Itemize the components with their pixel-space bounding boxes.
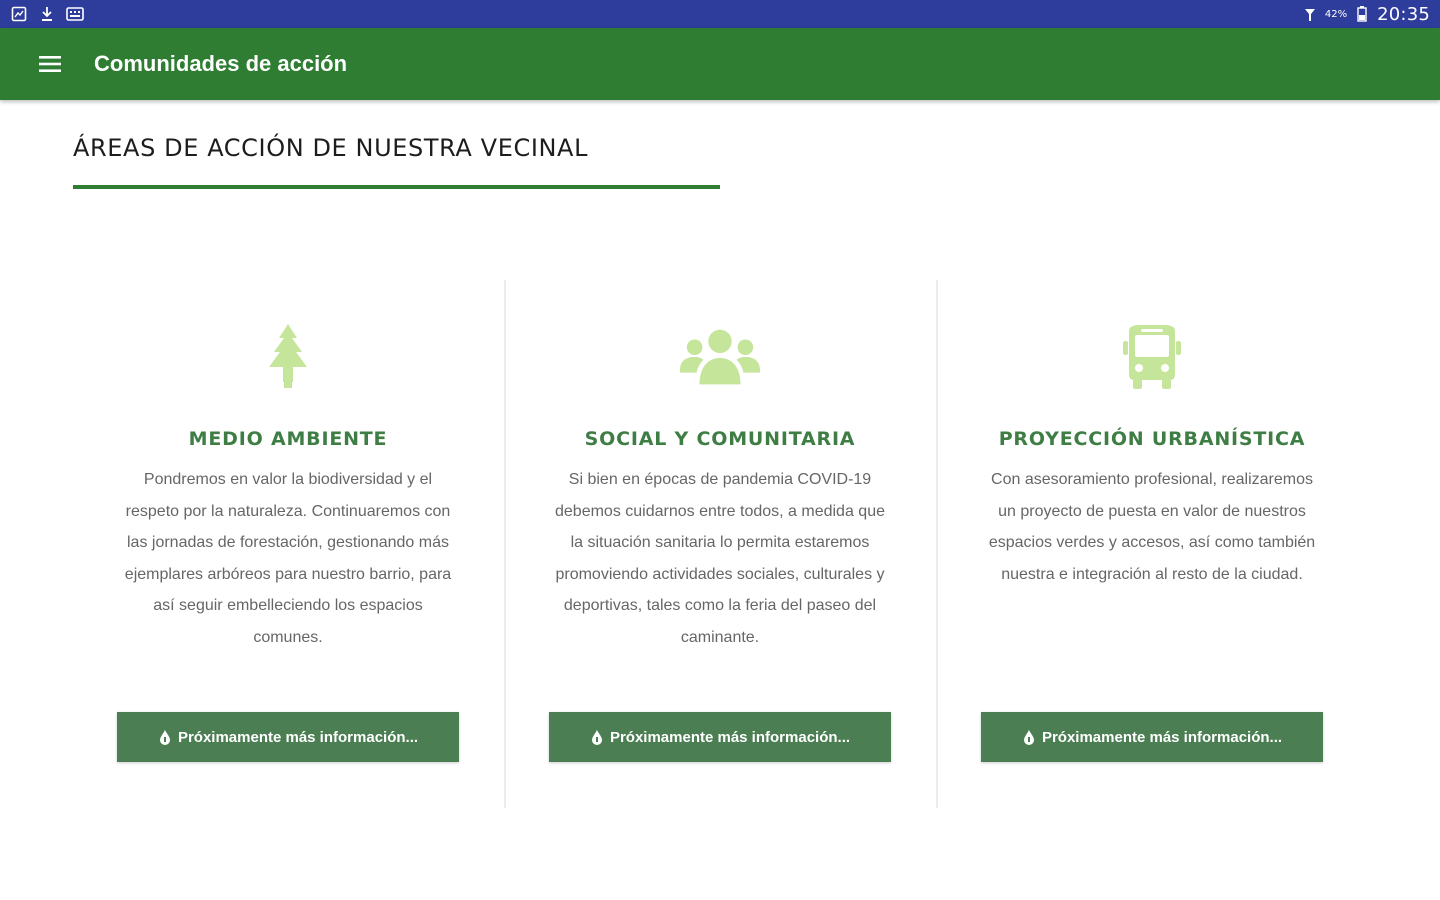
more-info-button-label: Próximamente más información... [609,728,851,746]
app-title: Comunidades de acción [94,51,348,76]
card-title: PROYECCIÓN URBANÍSTICA [998,428,1306,450]
section-underline [73,185,720,189]
download-icon [38,6,56,22]
status-bar-left [10,6,84,22]
info-drop-icon [590,729,604,745]
keyboard-icon [66,6,84,22]
card-description: Pondremos en valor la biodiversidad y el respeto por la naturaleza. Continuaremos con las jornadas de forestación, gestionando más ejemplares arbóreos para nuestro barrio, para así seguir embelleciendo los espacios comunes. [124,471,452,646]
tree-icon [248,324,328,390]
card-title: MEDIO AMBIENTE [188,428,388,450]
card-description: Con asesoramiento profesional, realizaremos un proyecto de puesta en valor de nuestros espacios verdes y accesos, así como también nuestra e integración al resto de la ciudad. [988,471,1316,583]
card-social-comunitaria [504,280,936,808]
info-drop-icon [158,729,172,745]
more-info-button[interactable] [981,712,1323,762]
app-bar [0,28,1440,100]
screenshot-icon [10,6,28,22]
card-description: Si bien en épocas de pandemia COVID-19 debemos cuidarnos entre todos, a medida que la situación sanitaria lo permita estaremos promoviendo actividades sociales, culturales y deportivas, tales como la feria del paseo del caminante. [555,471,885,646]
action-areas-grid [72,280,1368,810]
more-info-button-label: Próximamente más información... [1041,728,1283,746]
more-info-button-label: Próximamente más información... [177,728,419,746]
bus-icon [1112,324,1192,390]
more-info-button[interactable] [117,712,459,762]
card-title: SOCIAL Y COMUNITARIA [584,428,856,450]
hamburger-menu-icon[interactable] [26,40,74,88]
status-bar [0,0,1440,28]
users-icon [680,324,760,390]
card-divider [504,280,506,808]
info-drop-icon [1022,729,1036,745]
battery-percent: 42% [1324,8,1348,20]
card-proyeccion-urbanistica [936,280,1368,808]
section-title: ÁREAS DE ACCIÓN DE NUESTRA VECINAL [73,134,589,162]
status-bar-right [1301,4,1430,25]
card-medio-ambiente [72,280,504,808]
battery-icon [1353,6,1371,22]
card-divider [936,280,938,808]
signal-icon [1301,6,1319,22]
clock: 20:35 [1377,3,1430,25]
more-info-button[interactable] [549,712,891,762]
